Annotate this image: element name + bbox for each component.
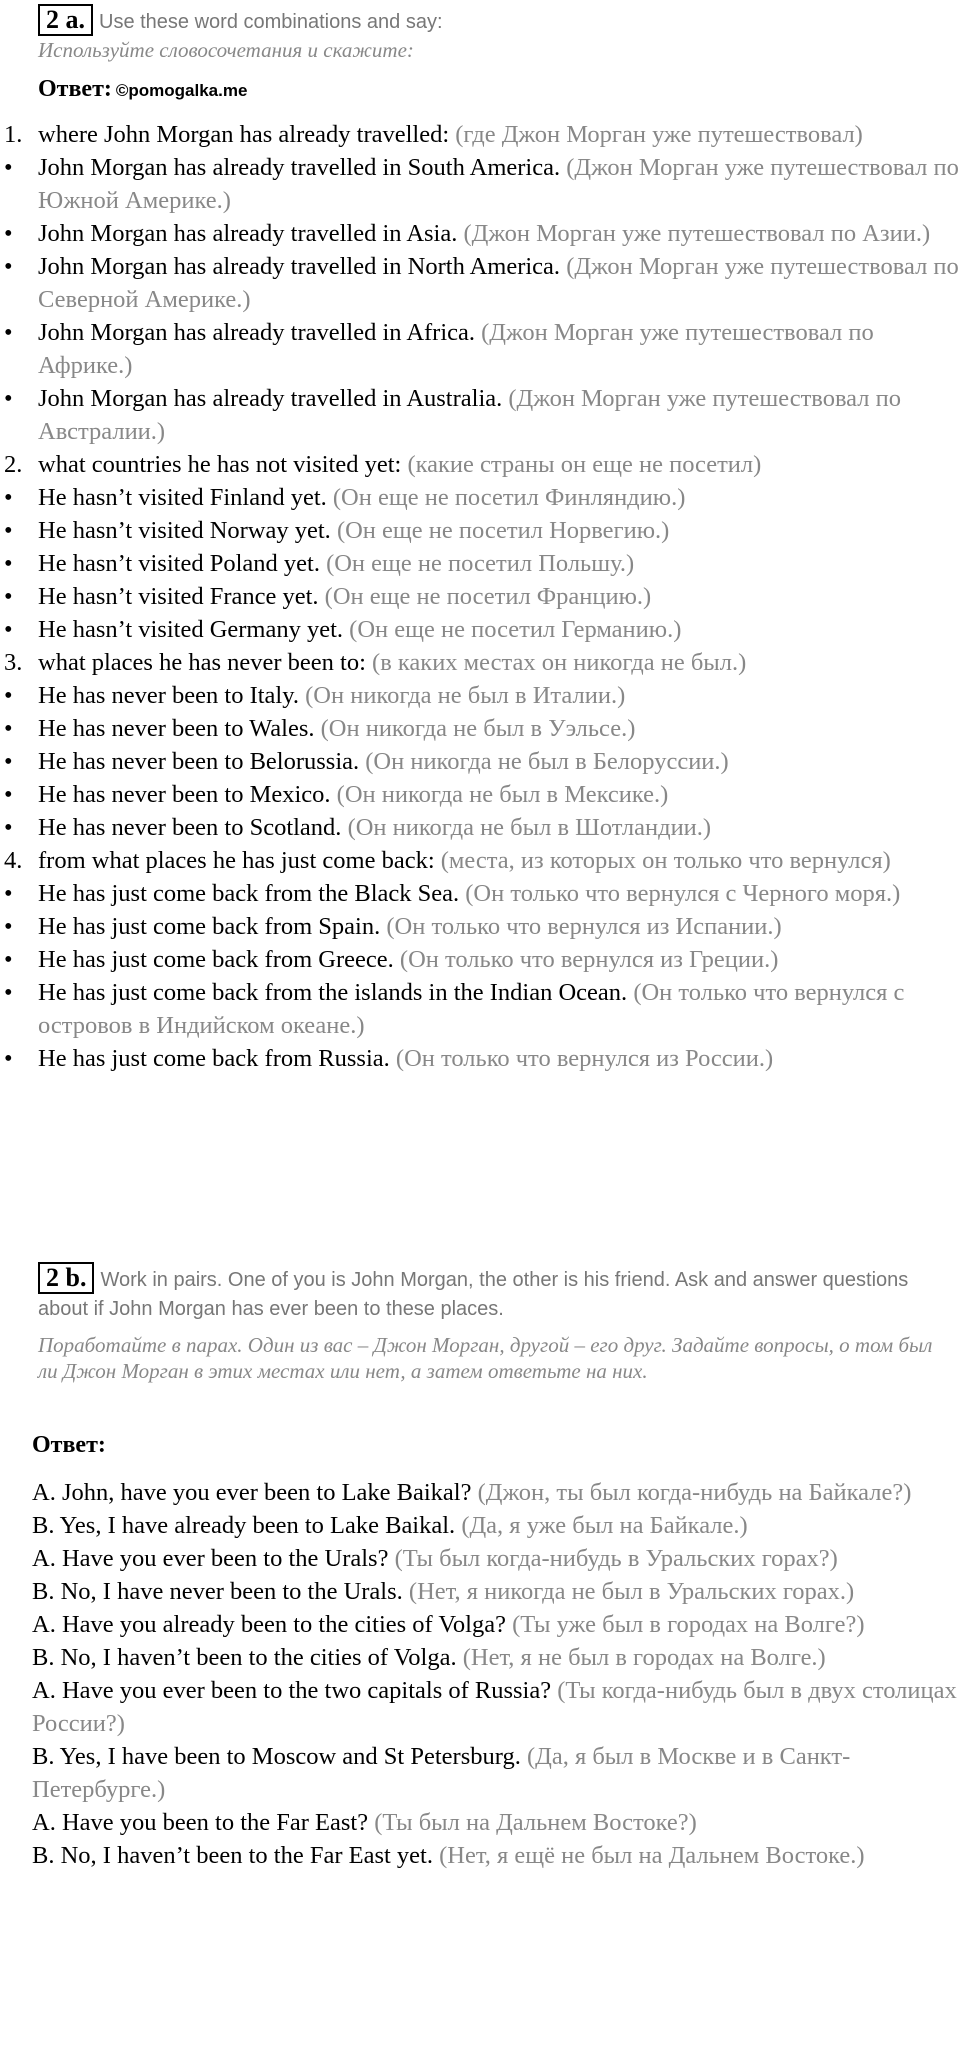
list-item: [0, 910, 960, 943]
dialog-en: A. Have you ever been to the two capitals of Russia?: [32, 1677, 552, 1704]
list-marker: •: [4, 1045, 13, 1072]
item-en: He hasn’t visited Poland yet.: [38, 550, 320, 577]
list-item: [0, 613, 960, 646]
item-en: He has just come back from Russia.: [38, 1045, 390, 1072]
list-marker: •: [4, 220, 13, 247]
list-item: [0, 778, 960, 811]
dialog: [32, 1476, 957, 1872]
item-en: He has just come back from Spain.: [38, 913, 381, 940]
list-marker: 1.: [4, 121, 23, 148]
item-en: He has never been to Scotland.: [38, 814, 342, 841]
item-ru: (Он еще не посетил Польшу.): [326, 550, 635, 577]
list-item: [0, 580, 960, 613]
task-2a-number: 2 a.: [38, 4, 93, 36]
list-item: [0, 976, 960, 1042]
dialog-ru: (Нет, я ещё не был на Дальнем Востоке.): [439, 1842, 865, 1869]
answer-list: [0, 118, 960, 1075]
list-item: [0, 877, 960, 910]
list-marker: •: [4, 253, 13, 280]
list-marker: •: [4, 550, 13, 577]
dialog-line: [32, 1608, 957, 1641]
item-en: He has just come back from the islands in the Indian Ocean.: [38, 979, 628, 1006]
list-item: [0, 316, 960, 382]
dialog-line: [32, 1674, 957, 1740]
item-ru: (в каких местах он никогда не был.): [372, 649, 747, 676]
list-marker: •: [4, 385, 13, 412]
item-en: He has just come back from Greece.: [38, 946, 394, 973]
item-en: He hasn’t visited France yet.: [38, 583, 319, 610]
item-ru: (Он никогда не был в Уэльсе.): [320, 715, 636, 742]
list-item: [0, 514, 960, 547]
dialog-line: [32, 1542, 957, 1575]
dialog-en: A. Have you ever been to the Urals?: [32, 1545, 389, 1572]
list-marker: •: [4, 913, 13, 940]
item-ru: (Он еще не посетил Германию.): [349, 616, 682, 643]
list-marker: 2.: [4, 451, 23, 478]
dialog-ru: (Ты когда-нибудь был в двух столицах России?): [32, 1677, 957, 1737]
list-item: [0, 679, 960, 712]
list-item: [0, 811, 960, 844]
dialog-line: [32, 1740, 957, 1806]
list-item: [0, 151, 960, 217]
list-marker: •: [4, 715, 13, 742]
dialog-line: [32, 1509, 957, 1542]
item-en: from what places he has just come back:: [38, 847, 435, 874]
list-marker: •: [4, 319, 13, 346]
item-en: John Morgan has already travelled in South America.: [38, 154, 561, 181]
item-en: John Morgan has already travelled in Africa.: [38, 319, 476, 346]
item-en: He has never been to Wales.: [38, 715, 315, 742]
list-marker: •: [4, 748, 13, 775]
dialog-ru: (Джон, ты был когда-нибудь на Байкале?): [477, 1479, 912, 1506]
list-item: [0, 712, 960, 745]
item-ru: (Джон Морган уже путешествовал по Северной Америке.): [38, 253, 959, 313]
item-ru: (Он никогда не был в Италии.): [305, 682, 626, 709]
item-ru: (Он только что вернулся с Черного моря.): [465, 880, 901, 907]
item-en: He hasn’t visited Germany yet.: [38, 616, 344, 643]
item-en: John Morgan has already travelled in North America.: [38, 253, 561, 280]
list-marker: •: [4, 517, 13, 544]
item-ru: (Он еще не посетил Норвегию.): [336, 517, 670, 544]
dialog-en: B. No, I have never been to the Urals.: [32, 1578, 403, 1605]
dialog-en: B. No, I haven’t been to the Far East yet.: [32, 1842, 433, 1869]
dialog-ru: (Ты был когда-нибудь в Уральских горах?): [394, 1545, 838, 1572]
task-2a-instruction: Use these word combinations and say:: [99, 11, 443, 33]
task-2b-header: [38, 1262, 938, 1323]
list-marker: •: [4, 484, 13, 511]
watermark: ©pomogalka.me: [115, 81, 248, 100]
item-en: John Morgan has already travelled in Asia.: [38, 220, 458, 247]
item-ru: (Джон Морган уже путешествовал по Австралии.): [38, 385, 901, 445]
list-marker: 3.: [4, 649, 23, 676]
dialog-en: A. John, have you ever been to Lake Baikal?: [32, 1479, 472, 1506]
dialog-en: B. Yes, I have already been to Lake Baikal.: [32, 1512, 456, 1539]
list-item: [0, 448, 960, 481]
item-en: He has never been to Italy.: [38, 682, 299, 709]
item-ru: (Он еще не посетил Финляндию.): [332, 484, 686, 511]
dialog-ru: (Да, я был в Москве и в Санкт-Петербурге.): [32, 1743, 851, 1803]
item-en: He hasn’t visited Norway yet.: [38, 517, 331, 544]
item-en: what places he has never been to:: [38, 649, 366, 676]
item-ru: (Джон Морган уже путешествовал по Африке.): [38, 319, 874, 379]
item-en: John Morgan has already travelled in Australia.: [38, 385, 503, 412]
item-ru: (Он только что вернулся из Испании.): [386, 913, 782, 940]
item-ru: (Он еще не посетил Францию.): [324, 583, 652, 610]
dialog-ru: (Ты уже был в городах на Волге?): [512, 1611, 865, 1638]
list-item: [0, 217, 960, 250]
item-ru: (где Джон Морган уже путешествовал): [455, 121, 863, 148]
dialog-en: B. Yes, I have been to Moscow and St Petersburg.: [32, 1743, 521, 1770]
list-item: [0, 1042, 960, 1075]
list-marker: •: [4, 583, 13, 610]
item-ru: (Он только что вернулся с островов в Индийском океане.): [38, 979, 905, 1039]
item-ru: (Он никогда не был в Мексике.): [336, 781, 669, 808]
list-marker: •: [4, 946, 13, 973]
list-item: [0, 844, 960, 877]
list-marker: •: [4, 682, 13, 709]
answer-label-text: Ответ:: [38, 76, 112, 102]
list-item: [0, 250, 960, 316]
list-item: [0, 382, 960, 448]
list-item: [0, 943, 960, 976]
item-en: He has never been to Belorussia.: [38, 748, 360, 775]
list-item: [0, 646, 960, 679]
task-2b-answer-label: Ответ:: [32, 1432, 106, 1458]
dialog-ru: (Нет, я никогда не был в Уральских горах.): [408, 1578, 855, 1605]
item-ru: (Джон Морган уже путешествовал по Азии.): [463, 220, 931, 247]
task-2b-instruction: Work in pairs. One of you is John Morgan, the other is his friend. Ask and answer questions about if John Morgan has ever been to these places.: [38, 1269, 909, 1320]
item-en: what countries he has not visited yet:: [38, 451, 402, 478]
item-en: He hasn’t visited Finland yet.: [38, 484, 327, 511]
dialog-en: B. No, I haven’t been to the cities of Volga.: [32, 1644, 457, 1671]
dialog-en: A. Have you already been to the cities of Volga?: [32, 1611, 506, 1638]
dialog-line: [32, 1476, 957, 1509]
list-marker: 4.: [4, 847, 23, 874]
item-en: He has never been to Mexico.: [38, 781, 331, 808]
item-ru: (какие страны он еще не посетил): [407, 451, 762, 478]
task-2a-header: [38, 4, 938, 36]
list-marker: •: [4, 154, 13, 181]
list-marker: •: [4, 781, 13, 808]
list-item: [0, 745, 960, 778]
list-marker: •: [4, 880, 13, 907]
list-item: [0, 481, 960, 514]
task-2a-instruction-ru: Используйте словосочетания и скажите:: [38, 38, 414, 62]
task-2b-number: 2 b.: [38, 1262, 94, 1294]
item-ru: (Джон Морган уже путешествовал по Южной Америке.): [38, 154, 959, 214]
dialog-ru: (Да, я уже был на Байкале.): [461, 1512, 748, 1539]
item-ru: (Он только что вернулся из Греции.): [399, 946, 779, 973]
list-marker: •: [4, 616, 13, 643]
dialog-line: [32, 1806, 957, 1839]
dialog-line: [32, 1575, 957, 1608]
list-item: [0, 547, 960, 580]
list-marker: •: [4, 979, 13, 1006]
item-en: He has just come back from the Black Sea.: [38, 880, 460, 907]
task-2a-answer-label: [38, 76, 247, 103]
list-item: [0, 118, 960, 151]
dialog-line: [32, 1641, 957, 1674]
item-ru: (Он только что вернулся из России.): [395, 1045, 774, 1072]
dialog-en: A. Have you been to the Far East?: [32, 1809, 369, 1836]
item-ru: (Он никогда не был в Белоруссии.): [365, 748, 729, 775]
item-en: where John Morgan has already travelled:: [38, 121, 450, 148]
item-ru: (Он никогда не был в Шотландии.): [347, 814, 712, 841]
dialog-line: [32, 1839, 957, 1872]
dialog-ru: (Ты был на Дальнем Востоке?): [374, 1809, 697, 1836]
dialog-ru: (Нет, я не был в городах на Волге.): [462, 1644, 826, 1671]
list-marker: •: [4, 814, 13, 841]
item-ru: (места, из которых он только что вернулся): [440, 847, 891, 874]
task-2b-instruction-ru: Поработайте в парах. Один из вас – Джон Морган, другой – его друг. Задайте вопросы, о том был ли Джон Морган в этих местах или нет, а затем ответьте на них.: [38, 1333, 933, 1383]
